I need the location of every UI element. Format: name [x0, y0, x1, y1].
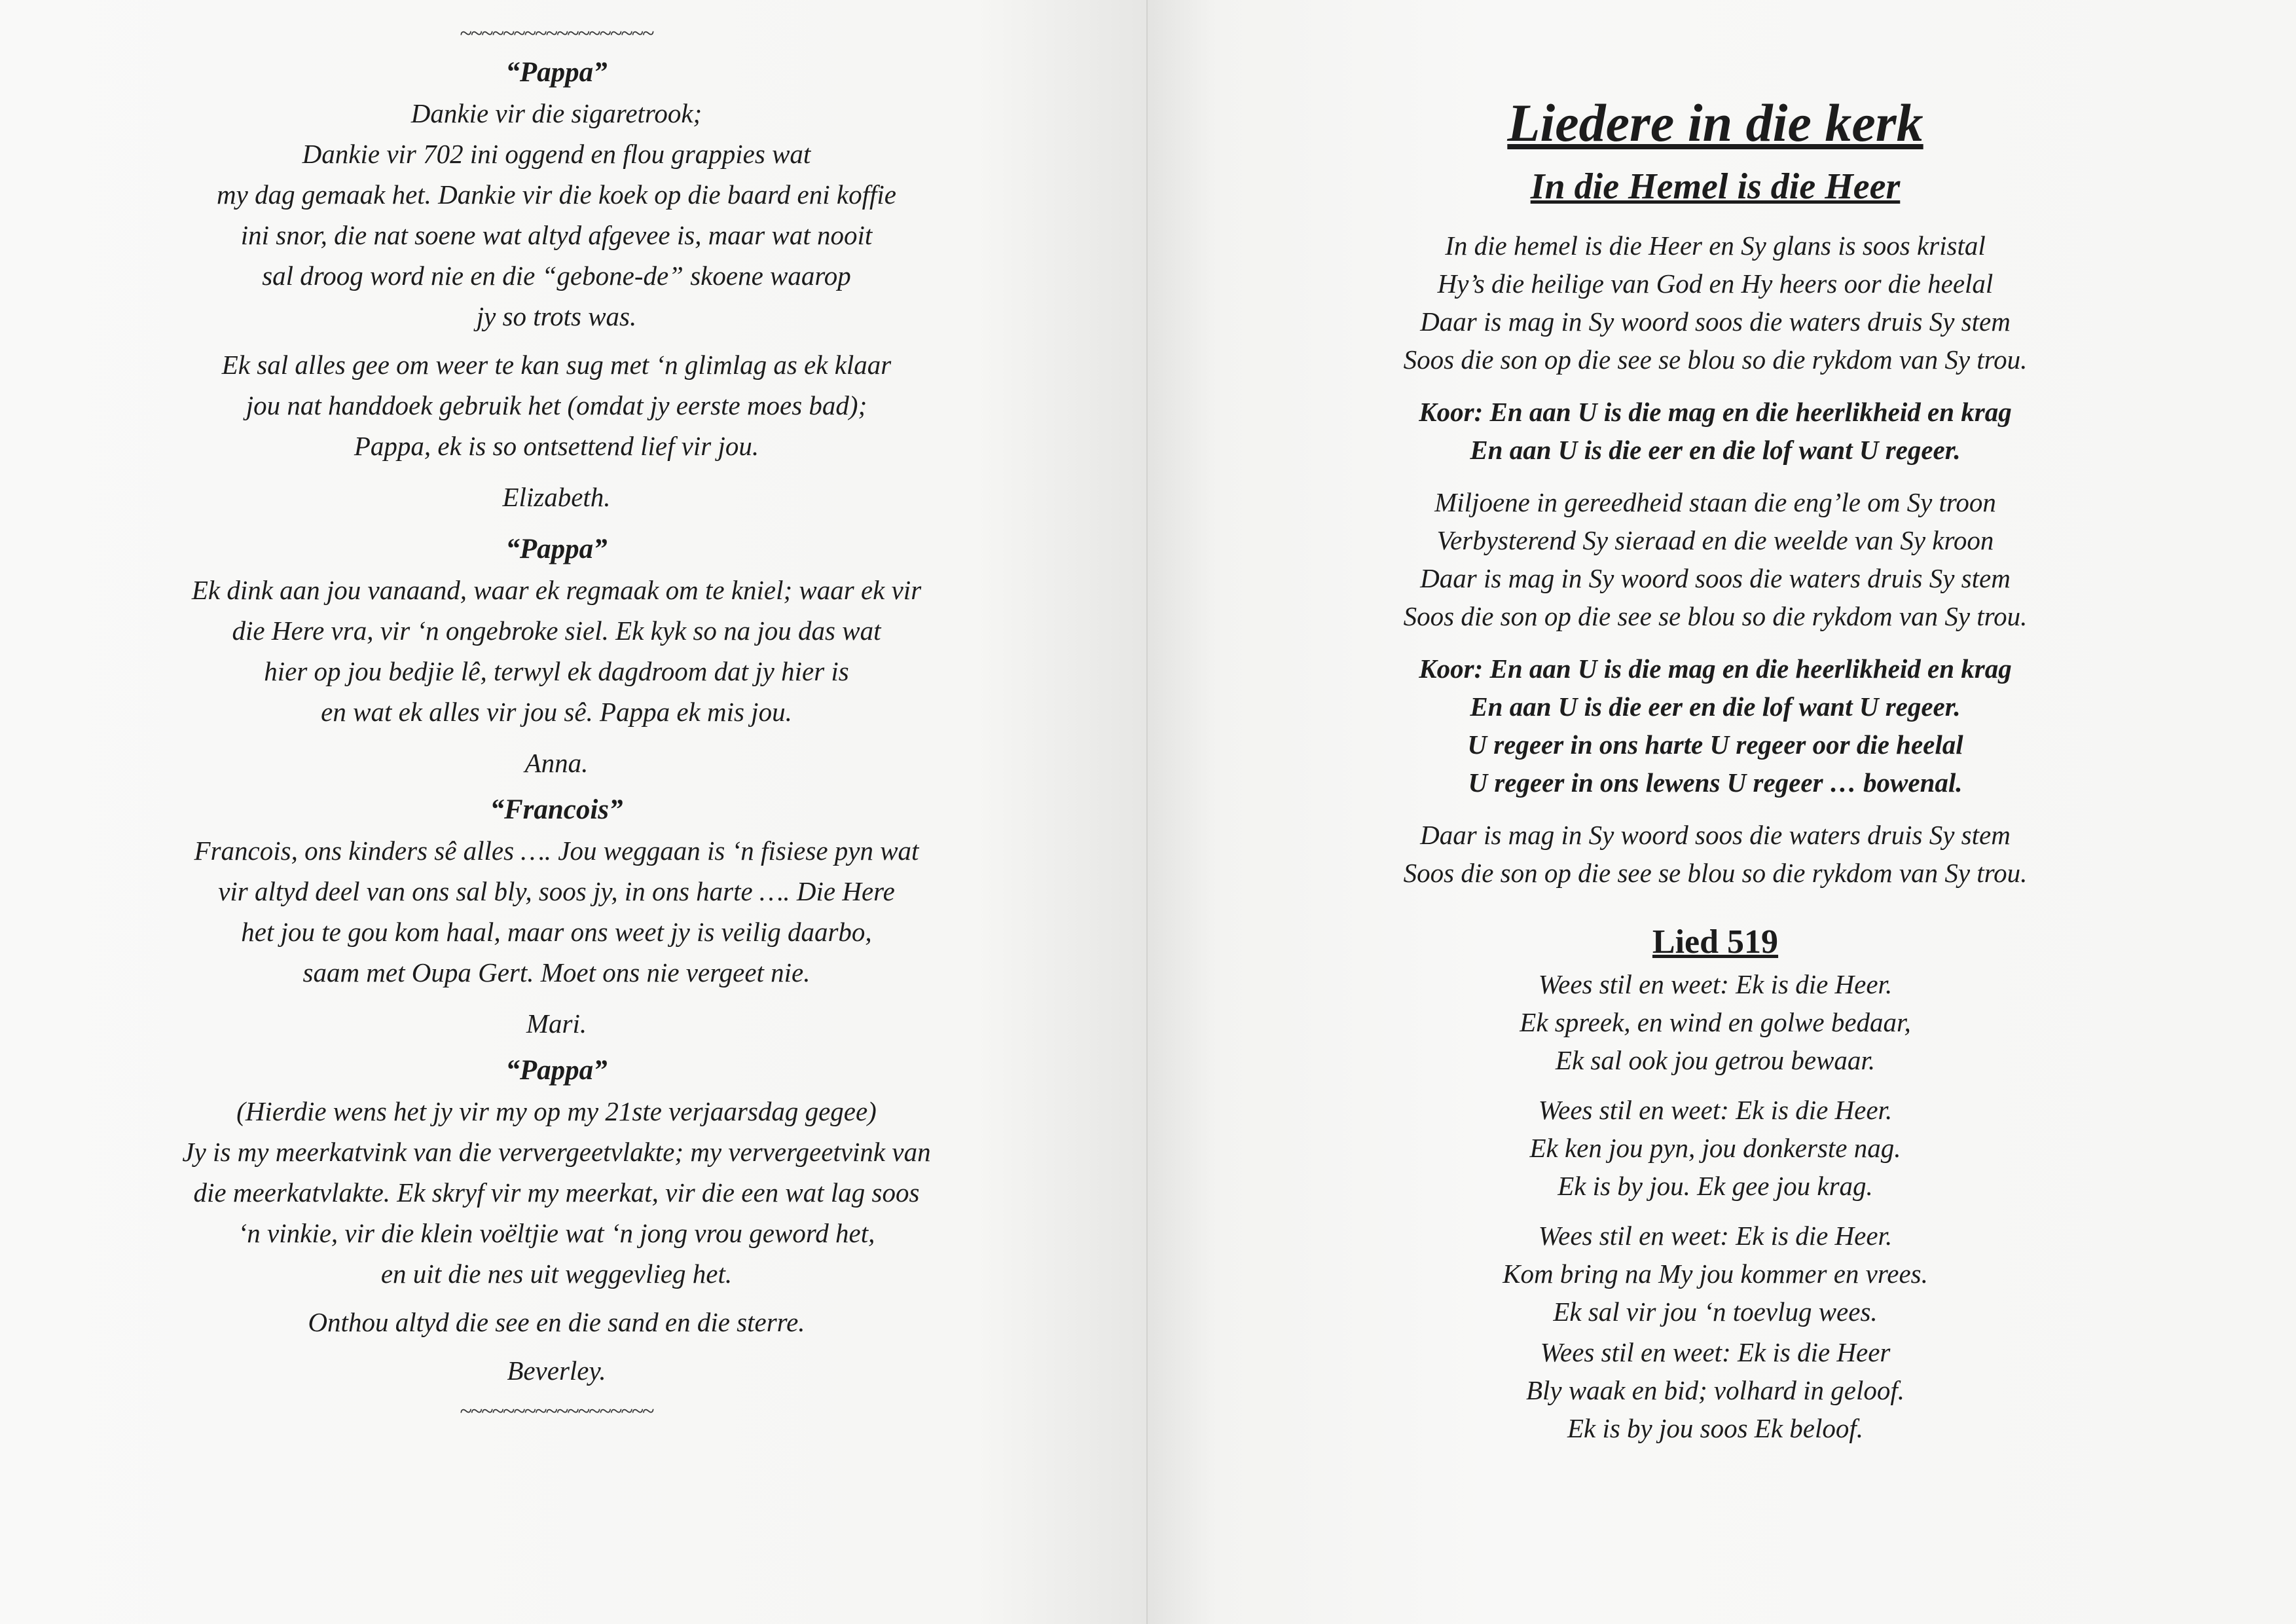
text-line: ‘n vinkie, vir die klein voëltjie wat ‘n jong vrou geword het,	[238, 1218, 875, 1248]
tribute-pappa-1	[118, 52, 995, 517]
text-line: die Here vra, vir ‘n ongebroke siel. Ek kyk so na jou das wat	[232, 616, 881, 646]
lyric-line: Wees stil en weet: Ek is die Heer	[1540, 1337, 1891, 1367]
page-title: Liedere in die kerk	[1507, 93, 1923, 153]
text-line: my dag gemaak het. Dankie vir die koek op die baard eni koffie	[217, 179, 896, 210]
tribute-pappa-3	[118, 1050, 995, 1391]
lyric-line: Koor: En aan U is die mag en die heerlikheid en krag	[1419, 654, 2012, 684]
lyric-line: Ek is by jou soos Ek beloof.	[1567, 1413, 1864, 1443]
tribute-text	[118, 570, 995, 732]
text-line: Ek dink aan jou vanaand, waar ek regmaak om te kniel; waar ek vir	[191, 575, 922, 605]
lyric-line: U regeer in ons harte U regeer oor die heelal	[1467, 729, 1963, 760]
song-chorus	[1277, 650, 2154, 802]
text-line: saam met Oupa Gert. Moet ons nie vergeet nie.	[302, 957, 811, 987]
text-line: Jy is my meerkatvink van die ververgeetvlakte; my ververgeetvink van	[182, 1137, 931, 1167]
text-line: jou nat handdoek gebruik het (omdat jy eerste moes bad);	[246, 390, 867, 420]
lyric-line: Wees stil en weet: Ek is die Heer.	[1538, 969, 1893, 999]
lyric-line: Wees stil en weet: Ek is die Heer.	[1538, 1221, 1893, 1251]
text-line: die meerkatvlakte. Ek skryf vir my meerkat, vir die een wat lag soos	[193, 1177, 920, 1208]
lyric-line: Daar is mag in Sy woord soos die waters druis Sy stem	[1420, 820, 2011, 850]
tribute-text	[118, 1091, 995, 1294]
lyric-line: Ek sal vir jou ‘n toevlug wees.	[1553, 1297, 1878, 1327]
text-line: vir altyd deel van ons sal bly, soos jy, in ons harte …. Die Here	[218, 876, 895, 906]
lyric-line: Koor: En aan U is die mag en die heerlikheid en krag	[1419, 397, 2012, 427]
tribute-heading: “Pappa”	[505, 1055, 608, 1086]
lyric-line: Ek is by jou. Ek gee jou krag.	[1558, 1171, 1873, 1201]
tribute-signature: Elizabeth.	[502, 482, 611, 512]
lyric-line: Miljoene in gereedheid staan die eng’le om Sy troon	[1434, 487, 1996, 517]
tribute-signature: Anna.	[524, 748, 589, 778]
song-in-die-hemel	[1277, 164, 2154, 892]
song-verse	[1277, 1091, 2154, 1205]
tribute-pappa-2	[118, 529, 995, 783]
tribute-text	[118, 93, 995, 337]
tribute-heading: “Pappa”	[505, 534, 608, 564]
lyric-line: Daar is mag in Sy woord soos die waters druis Sy stem	[1420, 306, 2011, 337]
text-line: en wat ek alles vir jou sê. Pappa ek mis jou.	[321, 697, 792, 727]
tributes-column	[118, 20, 995, 1426]
lyric-line: Ek sal ook jou getrou bewaar.	[1555, 1045, 1876, 1075]
top-divider: ~~~~~~~~~~~~~~~~~~	[460, 22, 653, 46]
lyric-line: Bly waak en bid; volhard in geloof.	[1525, 1375, 1905, 1405]
text-line: (Hierdie wens het jy vir my op my 21ste verjaarsdag gegee)	[236, 1096, 877, 1126]
tribute-heading: “Pappa”	[505, 57, 608, 88]
song-chorus	[1277, 393, 2154, 469]
lyric-line: Wees stil en weet: Ek is die Heer.	[1538, 1095, 1893, 1125]
text-line: hier op jou bedjie lê, terwyl ek dagdroom dat jy hier is	[264, 656, 849, 686]
tribute-text	[118, 1302, 995, 1342]
lyric-line: En aan U is die eer en die lof want U regeer.	[1470, 692, 1961, 722]
tribute-text	[118, 344, 995, 466]
lyric-line: Kom bring na My jou kommer en vrees.	[1503, 1259, 1928, 1289]
text-line: Pappa, ek is so ontsettend lief vir jou.	[354, 431, 759, 461]
lyric-line: Hy’s die heilige van God en Hy heers oor die heelal	[1437, 268, 1994, 299]
text-line: Onthou altyd die see en die sand en die sterre.	[308, 1307, 805, 1337]
text-line: Dankie vir die sigaretrook;	[410, 98, 702, 128]
text-line: Francois, ons kinders sê alles …. Jou weggaan is ‘n fisiese pyn wat	[194, 836, 919, 866]
lyric-line: Ek ken jou pyn, jou donkerste nag.	[1529, 1133, 1901, 1163]
tribute-signature: Mari.	[526, 1008, 587, 1039]
lyric-line: Daar is mag in Sy woord soos die waters druis Sy stem	[1420, 563, 2011, 593]
song-verse	[1277, 1333, 2154, 1447]
lyric-line: Soos die son op die see se blou so die rykdom van Sy trou.	[1403, 858, 2028, 888]
text-line: Ek sal alles gee om weer te kan sug met ‘n glimlag as ek klaar	[221, 350, 892, 380]
lyric-line: En aan U is die eer en die lof want U regeer.	[1470, 435, 1961, 465]
text-line: en uit die nes uit weggevlieg het.	[380, 1259, 733, 1289]
songs-column	[1277, 92, 2154, 1459]
lyric-line: Soos die son op die see se blou so die rykdom van Sy trou.	[1403, 344, 2028, 375]
song-verse	[1277, 965, 2154, 1079]
song-title: Lied 519	[1652, 923, 1779, 961]
song-verse	[1277, 227, 2154, 378]
song-title: In die Hemel is die Heer	[1530, 166, 1901, 207]
tribute-heading: “Francois”	[490, 794, 623, 825]
tribute-francois	[118, 790, 995, 1044]
text-line: ini snor, die nat soene wat altyd afgevee is, maar wat nooit	[240, 220, 873, 250]
text-line: sal droog word nie en die “gebone-de” skoene waarop	[262, 261, 851, 291]
song-verse	[1277, 1217, 2154, 1331]
lyric-line: U regeer in ons lewens U regeer … bowenal.	[1468, 767, 1963, 798]
lyric-line: Verbysterend Sy sieraad en die weelde van Sy kroon	[1436, 525, 1994, 555]
lyric-line: In die hemel is die Heer en Sy glans is soos kristal	[1445, 231, 1986, 261]
text-line: het jou te gou kom haal, maar ons weet jy is veilig daarbo,	[241, 917, 872, 947]
tribute-text	[118, 830, 995, 993]
song-verse	[1277, 483, 2154, 635]
text-line: jy so trots was.	[476, 301, 637, 331]
tribute-signature: Beverley.	[507, 1356, 606, 1386]
lyric-line: Ek spreek, en wind en golwe bedaar,	[1520, 1007, 1911, 1037]
text-line: Dankie vir 702 ini oggend en flou grappies wat	[302, 139, 811, 169]
song-lied-519	[1277, 921, 2154, 1447]
song-verse	[1277, 816, 2154, 892]
lyric-line: Soos die son op die see se blou so die rykdom van Sy trou.	[1403, 601, 2028, 631]
bottom-divider: ~~~~~~~~~~~~~~~~~~	[460, 1399, 653, 1424]
